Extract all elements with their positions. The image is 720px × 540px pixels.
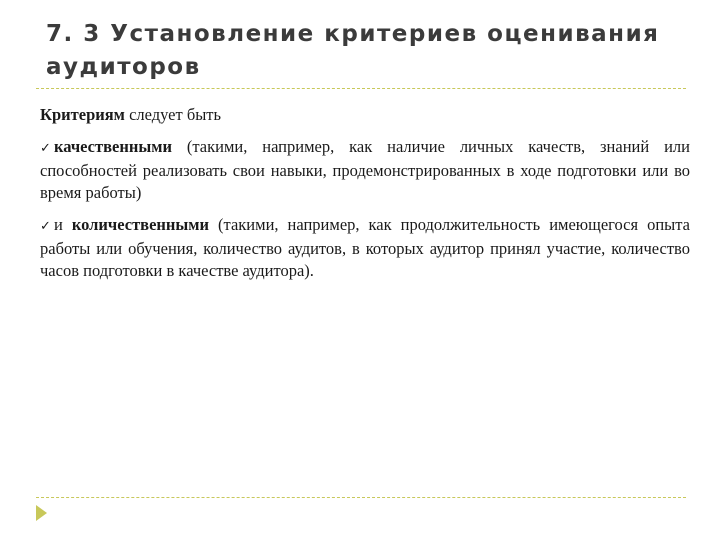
bullet-1-text: (такими, например, как наличие личных качеств, знаний или способностей реализовать свои навыки, продемонстрированных в ходе подготовки или во время работы) [40,137,690,202]
intro-line [40,104,690,126]
bullet-2-prefix: и [54,215,72,234]
checkmark-icon: ✓ [40,219,51,234]
bottom-divider [36,497,686,498]
bullet-2-bold: количественными [71,215,210,234]
intro-bold: Критериям [40,105,125,124]
checkmark-icon: ✓ [40,141,51,156]
bullet-item-1 [40,136,690,204]
bullet-1-bold: качественными [54,137,172,156]
slide-title: 7. 3 Установление критериев оценивания аудиторов [46,21,660,80]
intro-text: следует быть [124,105,222,124]
triangle-icon [36,505,47,521]
bullet-2-text: (такими, например, как продолжительность имеющегося опыта работы или обучения, количество аудитов, в которых аудитор принял участие, количество часов подготовки в качестве аудитора). [40,215,690,280]
slide-body [40,104,690,292]
bullet-item-2 [40,214,690,282]
top-divider [36,88,686,89]
